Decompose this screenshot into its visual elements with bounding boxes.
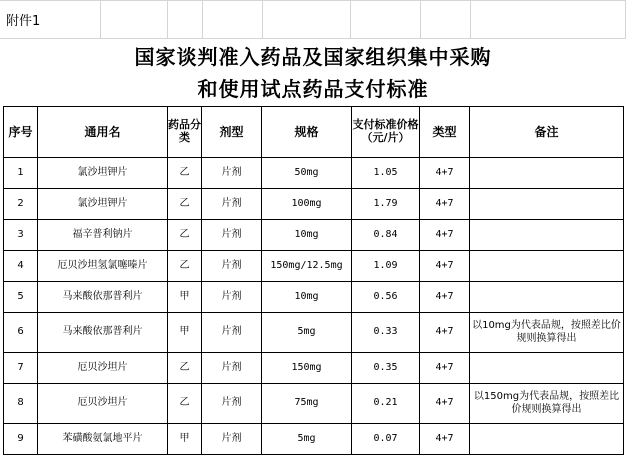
table-row xyxy=(4,384,624,424)
cell-no[interactable]: 2 xyxy=(4,189,38,220)
gridline xyxy=(470,0,471,38)
cell-price[interactable]: 0.56 xyxy=(352,282,420,313)
cell-price[interactable]: 1.05 xyxy=(352,158,420,189)
cell-no[interactable]: 8 xyxy=(4,384,38,424)
table-row xyxy=(4,282,624,313)
cell-class[interactable]: 甲 xyxy=(168,424,202,455)
cell-class[interactable]: 乙 xyxy=(168,220,202,251)
cell-spec[interactable]: 50mg xyxy=(262,158,352,189)
cell-type[interactable]: 4+7 xyxy=(420,189,470,220)
cell-type[interactable]: 4+7 xyxy=(420,353,470,384)
cell-form[interactable]: 片剂 xyxy=(202,282,262,313)
cell-spec[interactable]: 100mg xyxy=(262,189,352,220)
cell-form[interactable]: 片剂 xyxy=(202,189,262,220)
gridline xyxy=(0,0,626,1)
page-title-line-2[interactable]: 和使用试点药品支付标准 xyxy=(197,77,429,101)
cell-class[interactable]: 甲 xyxy=(168,313,202,353)
table-row xyxy=(4,220,624,251)
cell-class[interactable]: 乙 xyxy=(168,353,202,384)
cell-note[interactable] xyxy=(470,220,624,251)
cell-name[interactable]: 厄贝沙坦片 xyxy=(38,384,168,424)
cell-class[interactable]: 甲 xyxy=(168,282,202,313)
cell-class[interactable]: 乙 xyxy=(168,384,202,424)
cell-type[interactable]: 4+7 xyxy=(420,282,470,313)
gridline xyxy=(420,0,421,38)
header-drug-class[interactable]: 药品分类 xyxy=(168,107,202,158)
gridline xyxy=(100,0,101,38)
cell-spec[interactable]: 150mg/12.5mg xyxy=(262,251,352,282)
cell-form[interactable]: 片剂 xyxy=(202,158,262,189)
cell-type[interactable]: 4+7 xyxy=(420,384,470,424)
cell-type[interactable]: 4+7 xyxy=(420,251,470,282)
cell-no[interactable]: 3 xyxy=(4,220,38,251)
cell-no[interactable]: 5 xyxy=(4,282,38,313)
table-row xyxy=(4,424,624,455)
cell-form[interactable]: 片剂 xyxy=(202,251,262,282)
cell-class[interactable]: 乙 xyxy=(168,251,202,282)
cell-price[interactable]: 1.09 xyxy=(352,251,420,282)
cell-no[interactable]: 6 xyxy=(4,313,38,353)
cell-spec[interactable]: 10mg xyxy=(262,220,352,251)
cell-name[interactable]: 氯沙坦钾片 xyxy=(38,158,168,189)
cell-spec[interactable]: 10mg xyxy=(262,282,352,313)
payment-standard-table xyxy=(3,106,624,455)
cell-name[interactable]: 厄贝沙坦氢氯噻嗪片 xyxy=(38,251,168,282)
cell-no[interactable]: 9 xyxy=(4,424,38,455)
header-no[interactable]: 序号 xyxy=(4,107,38,158)
cell-form[interactable]: 片剂 xyxy=(202,313,262,353)
table-row xyxy=(4,158,624,189)
cell-price[interactable]: 1.79 xyxy=(352,189,420,220)
cell-form[interactable]: 片剂 xyxy=(202,220,262,251)
header-generic-name[interactable]: 通用名 xyxy=(38,107,168,158)
cell-spec[interactable]: 5mg xyxy=(262,313,352,353)
cell-price[interactable]: 0.21 xyxy=(352,384,420,424)
table-row xyxy=(4,189,624,220)
table-row xyxy=(4,251,624,282)
cell-name[interactable]: 苯磺酸氨氯地平片 xyxy=(38,424,168,455)
cell-note[interactable] xyxy=(470,424,624,455)
cell-no[interactable]: 4 xyxy=(4,251,38,282)
header-payment-price[interactable]: 支付标准价格（元/片） xyxy=(352,107,420,158)
header-spec[interactable]: 规格 xyxy=(262,107,352,158)
cell-form[interactable]: 片剂 xyxy=(202,353,262,384)
annex-label[interactable]: 附件1 xyxy=(6,14,41,29)
gridline xyxy=(0,38,626,39)
cell-type[interactable]: 4+7 xyxy=(420,220,470,251)
gridline xyxy=(202,0,203,38)
cell-form[interactable]: 片剂 xyxy=(202,384,262,424)
cell-no[interactable]: 1 xyxy=(4,158,38,189)
cell-name[interactable]: 氯沙坦钾片 xyxy=(38,189,168,220)
cell-note[interactable]: 以150mg为代表品规，按照差比价规则换算得出 xyxy=(470,384,624,424)
cell-note[interactable] xyxy=(470,353,624,384)
header-type[interactable]: 类型 xyxy=(420,107,470,158)
cell-note[interactable] xyxy=(470,251,624,282)
cell-name[interactable]: 马来酸依那普利片 xyxy=(38,282,168,313)
cell-note[interactable] xyxy=(470,189,624,220)
cell-name[interactable]: 福辛普利钠片 xyxy=(38,220,168,251)
cell-spec[interactable]: 75mg xyxy=(262,384,352,424)
cell-class[interactable]: 乙 xyxy=(168,189,202,220)
table-row xyxy=(4,313,624,353)
cell-type[interactable]: 4+7 xyxy=(420,158,470,189)
cell-note[interactable] xyxy=(470,158,624,189)
page-title-line-1[interactable]: 国家谈判准入药品及国家组织集中采购 xyxy=(134,45,492,69)
header-dosage-form[interactable]: 剂型 xyxy=(202,107,262,158)
cell-price[interactable]: 0.35 xyxy=(352,353,420,384)
gridline xyxy=(350,0,351,38)
cell-type[interactable]: 4+7 xyxy=(420,313,470,353)
cell-price[interactable]: 0.84 xyxy=(352,220,420,251)
cell-name[interactable]: 厄贝沙坦片 xyxy=(38,353,168,384)
cell-note[interactable]: 以10mg为代表品规，按照差比价规则换算得出 xyxy=(470,313,624,353)
cell-spec[interactable]: 150mg xyxy=(262,353,352,384)
gridline xyxy=(262,0,263,38)
cell-price[interactable]: 0.07 xyxy=(352,424,420,455)
cell-price[interactable]: 0.33 xyxy=(352,313,420,353)
header-remarks[interactable]: 备注 xyxy=(470,107,624,158)
cell-form[interactable]: 片剂 xyxy=(202,424,262,455)
table-row xyxy=(4,353,624,384)
cell-name[interactable]: 马来酸依那普利片 xyxy=(38,313,168,353)
cell-no[interactable]: 7 xyxy=(4,353,38,384)
cell-type[interactable]: 4+7 xyxy=(420,424,470,455)
cell-note[interactable] xyxy=(470,282,624,313)
gridline xyxy=(167,0,168,38)
cell-class[interactable]: 乙 xyxy=(168,158,202,189)
cell-spec[interactable]: 5mg xyxy=(262,424,352,455)
